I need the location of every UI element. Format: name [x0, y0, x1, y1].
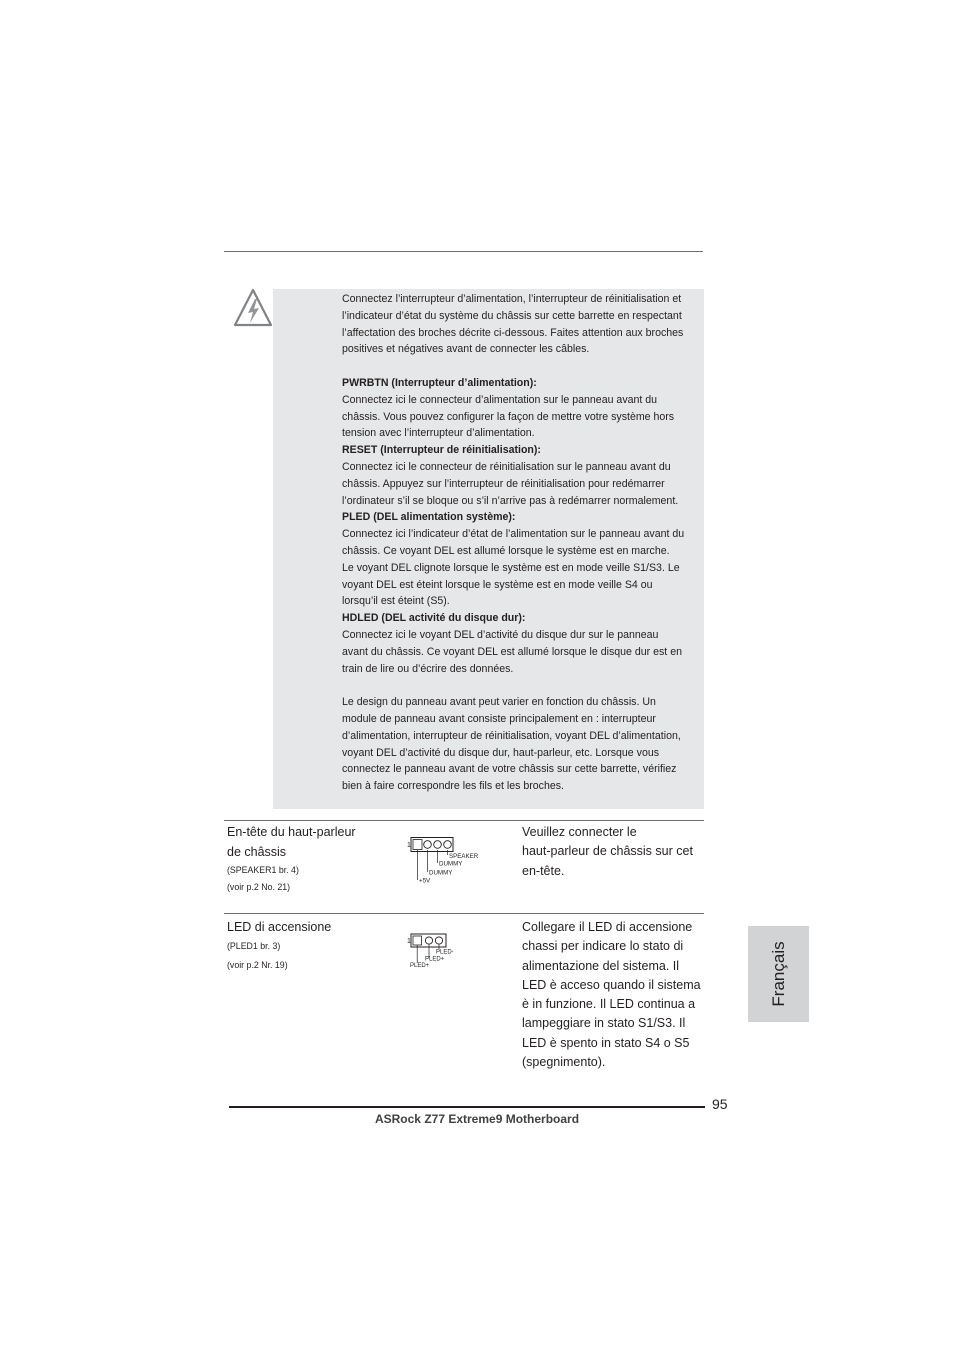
power-led-desc-line: Collegare il LED di accensione — [522, 920, 693, 934]
power-led-ref: (PLED1 br. 3) — [227, 940, 281, 951]
outro-line: voyant DEL d’activité du disque dur, haut-parleur, etc. Lorsque vous — [342, 746, 660, 759]
hdled-heading: HDLED (DEL activité du disque dur): — [342, 612, 526, 625]
power-led-desc-line: chassi per indicare lo stato di — [522, 939, 684, 954]
pin-circle — [425, 937, 432, 944]
pled-line: voyant DEL est éteint lorsque le système est en mode veille S4 ou — [342, 578, 653, 591]
reset-line: Connectez ici le connecteur de réinitialisation sur le panneau avant du — [342, 460, 671, 473]
pled-line: Le voyant DEL clignote lorsque le système est en mode veille S1/S3. Le — [342, 561, 680, 574]
speaker-description — [522, 823, 707, 881]
note-intro-line: l’affectation des broches décrite ci-dessous. Faites attention aux broches — [342, 326, 684, 339]
power-led-desc-line: LED è spento in stato S4 o S5 — [522, 1035, 690, 1050]
power-led-ref: (voir p.2 Nr. 19) — [227, 959, 288, 970]
dummy-pin-label: DUMMY — [429, 869, 453, 877]
power-led-desc-line: (spegnimento). — [522, 1055, 606, 1070]
speaker-ref: (voir p.2 No. 21) — [227, 882, 291, 892]
speaker-title-line: En-tête du haut-parleur — [227, 825, 356, 839]
pled-plus-label: PLED+ — [425, 956, 445, 963]
hdled-line: avant du châssis. Ce voyant DEL est allumé lorsque le disque dur est en — [342, 645, 682, 658]
pin1-label: 1 — [407, 938, 411, 945]
outro-line: Le design du panneau avant peut varier en fonction du châssis. Un — [342, 696, 656, 709]
plus5v-pin-label: +5V — [419, 877, 431, 885]
power-led-desc-line: alimentazione del sistema. Il — [522, 958, 680, 973]
power-led-title: LED di accensione — [227, 920, 332, 934]
pled-line: châssis. Ce voyant DEL est allumé lorsque le système est en marche. — [342, 544, 670, 557]
page-number: 95 — [712, 1096, 728, 1112]
speaker-pin-diagram — [405, 834, 485, 886]
language-tab — [748, 926, 809, 1022]
section-divider — [224, 913, 704, 914]
hdled-line: train de lire ou d’écrire des données. — [342, 662, 514, 675]
note-text — [342, 291, 706, 795]
pwrbtn-line: châssis. Vous pouvez configurer la façon de mettre votre système hors — [342, 410, 675, 423]
top-divider — [224, 251, 703, 252]
reset-line: l’ordinateur s’il se bloque ou s’il n’arrive pas à redémarrer normalement. — [342, 494, 679, 507]
outro-line: module de panneau avant consiste principalement en : interrupteur — [342, 712, 656, 725]
speaker-desc-line: en-tête. — [522, 863, 565, 878]
power-led-desc-line: lampeggiare in stato S1/S3. Il — [522, 1016, 686, 1031]
note-intro-line: positives et négatives avant de connecter les câbles. — [342, 343, 590, 356]
note-intro-line: Connectez l’interrupteur d’alimentation, l’interrupteur de réinitialisation et — [342, 293, 682, 305]
dummy-pin-label: DUMMY — [439, 860, 463, 868]
pin-square — [413, 840, 422, 850]
outro-line: bien à faire correspondre les fils et les broches. — [342, 780, 564, 793]
note-intro-line: l’indicateur d’état du système du châssis sur cette barrette en respectant — [342, 309, 682, 322]
power-led-description — [522, 918, 712, 1072]
speaker-desc-line: Veuillez connecter le — [522, 825, 637, 839]
speaker-title-line: de châssis — [227, 844, 287, 859]
section-divider — [224, 820, 704, 821]
power-led-label — [227, 918, 407, 974]
footer-product-name: ASRock Z77 Extreme9 Motherboard — [374, 1112, 580, 1126]
pin-square — [413, 936, 422, 945]
power-led-pin-diagram — [405, 930, 475, 972]
language-tab-label: Français — [768, 941, 788, 1007]
pled-plus-label: PLED+ — [410, 963, 430, 969]
speaker-ref: (SPEAKER1 br. 4) — [227, 865, 299, 875]
pin-circle — [434, 841, 442, 849]
pwrbtn-line: Connectez ici le connecteur d’alimentation sur le panneau avant du — [342, 393, 658, 406]
warning-icon — [232, 287, 274, 329]
pin1-label: 1 — [407, 842, 411, 849]
outro-line: d’alimentation, interrupteur de réinitialisation, voyant DEL d’alimentation, — [342, 729, 681, 742]
power-led-desc-line: è in funzione. Il LED continua a — [522, 997, 696, 1012]
pwrbtn-heading: PWRBTN (Interrupteur d’alimentation): — [342, 376, 537, 389]
pled-heading: PLED (DEL alimentation système): — [342, 511, 516, 524]
pled-minus-label: PLED- — [436, 949, 454, 956]
hdled-line: Connectez ici le voyant DEL d’activité du disque dur sur le panneau — [342, 628, 659, 641]
footer-divider — [229, 1106, 705, 1108]
pin-circle — [424, 841, 432, 849]
reset-heading: RESET (Interrupteur de réinitialisation): — [342, 444, 541, 457]
power-led-desc-line: LED è acceso quando il sistema — [522, 977, 701, 992]
pled-line: Connectez ici l’indicateur d’état de l’alimentation sur le panneau avant du — [342, 528, 685, 541]
speaker-desc-line: haut-parleur de châssis sur cet — [522, 844, 693, 859]
pwrbtn-line: tension avec l’interrupteur d’alimentation. — [342, 427, 535, 440]
speaker-header-label — [227, 823, 407, 896]
pled-line: lorsqu’il est éteint (S5). — [342, 595, 450, 608]
speaker-pin-label: SPEAKER — [449, 853, 479, 860]
reset-line: châssis. Appuyez sur l’interrupteur de réinitialisation pour redémarrer — [342, 477, 665, 490]
pin-circle — [444, 841, 452, 849]
pin-circle — [435, 937, 442, 944]
outro-line: connectez le panneau avant de votre châssis sur cette barrette, vérifiez — [342, 763, 677, 776]
